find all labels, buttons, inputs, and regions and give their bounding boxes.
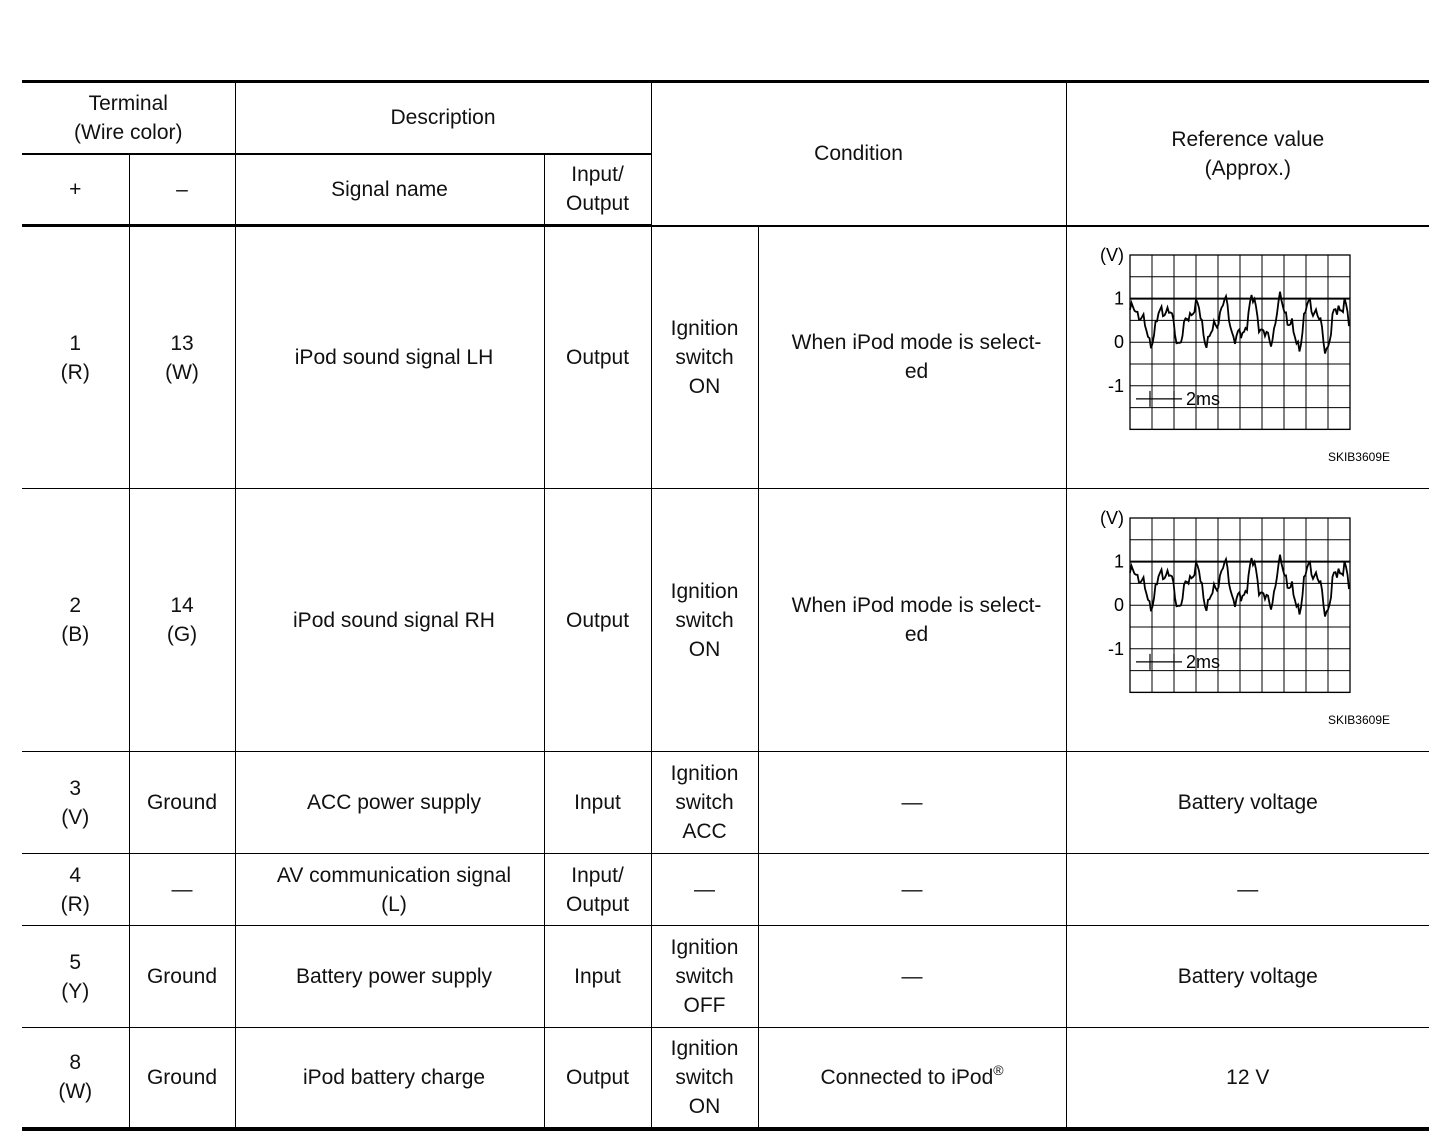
ignition-switch-cell-line: Ignition bbox=[670, 762, 739, 785]
input-output-cell bbox=[544, 489, 651, 752]
reference-value-text: Battery voltage bbox=[1177, 791, 1318, 814]
figure-code: SKIB3609E bbox=[1327, 450, 1390, 465]
minus-terminal-cell-line: (G) bbox=[166, 623, 198, 646]
input-output-cell-line: Output bbox=[565, 608, 630, 632]
description-header: Description bbox=[235, 82, 651, 154]
condition-cell-line: When iPod mode is select- bbox=[791, 594, 1042, 617]
plus-terminal-cell-line: (B) bbox=[61, 623, 90, 646]
signal-name-header: Signal name bbox=[235, 154, 544, 226]
terminal-header-line2: (Wire color) bbox=[74, 120, 183, 144]
minus-terminal-cell bbox=[129, 226, 235, 489]
input-output-cell-line: Output bbox=[565, 1065, 630, 1089]
plus-terminal-cell bbox=[22, 926, 129, 1028]
ignition-switch-cell-line: Ignition bbox=[670, 936, 739, 959]
table-row bbox=[22, 854, 1429, 926]
waveform-grid bbox=[1130, 518, 1350, 692]
input-output-cell-line: Output bbox=[565, 892, 630, 916]
reference-value-header bbox=[1066, 82, 1429, 226]
waveform-grid bbox=[1130, 255, 1350, 429]
table-row bbox=[22, 226, 1429, 489]
plus-terminal-cell bbox=[22, 489, 129, 752]
plus-terminal-cell bbox=[22, 854, 129, 926]
plus-terminal-cell-line: 2 bbox=[69, 594, 82, 617]
table-row bbox=[22, 489, 1429, 752]
time-scale-label: 2ms bbox=[1185, 389, 1220, 410]
signal-name-cell bbox=[235, 854, 544, 926]
condition-cell bbox=[758, 226, 1066, 489]
ignition-switch-cell bbox=[651, 1028, 758, 1129]
plus-terminal-cell-line: 4 bbox=[69, 863, 82, 887]
waveform-y-label: 0 bbox=[1113, 595, 1124, 616]
table-body bbox=[22, 226, 1429, 1129]
ignition-switch-cell-line: Ignition bbox=[670, 579, 739, 603]
registered-mark: ® bbox=[993, 1061, 1004, 1078]
ignition-switch-cell-line: ON bbox=[688, 374, 721, 398]
reference-value-cell bbox=[1066, 226, 1429, 489]
reference-value-text: 12 V bbox=[1226, 1065, 1270, 1089]
input-output-cell-line: Input bbox=[574, 965, 621, 988]
plus-terminal-header: + bbox=[22, 154, 129, 226]
signal-name-cell-line: AV communication signal bbox=[276, 863, 512, 887]
signal-name-cell bbox=[235, 752, 544, 854]
minus-terminal-cell-line: 13 bbox=[170, 331, 194, 355]
input-output-cell-line: Output bbox=[565, 346, 630, 369]
reference-value-cell bbox=[1066, 854, 1429, 926]
ignition-switch-cell bbox=[651, 752, 758, 854]
reference-value-text: — bbox=[1237, 878, 1259, 901]
signal-name-cell-line: (L) bbox=[381, 892, 407, 916]
ignition-switch-cell bbox=[651, 926, 758, 1028]
reference-value-cell bbox=[1066, 489, 1429, 752]
waveform-y-label: -1 bbox=[1107, 638, 1124, 659]
minus-terminal-cell-line: Ground bbox=[146, 791, 218, 814]
signal-name-cell-line: iPod battery charge bbox=[302, 1065, 486, 1089]
input-output-cell bbox=[544, 226, 651, 489]
waveform-container bbox=[1067, 247, 1430, 467]
reference-header-line2: (Approx.) bbox=[1204, 156, 1291, 180]
condition-cell-line: — bbox=[901, 791, 923, 814]
input-output-cell bbox=[544, 854, 651, 926]
reference-value-text: Battery voltage bbox=[1177, 965, 1318, 988]
time-scale-marker bbox=[1136, 391, 1182, 407]
ignition-switch-cell-line: ACC bbox=[682, 820, 727, 843]
signal-name-cell-line: Battery power supply bbox=[295, 965, 493, 988]
plus-terminal-cell-line: (V) bbox=[61, 805, 90, 829]
input-output-cell bbox=[544, 752, 651, 854]
terminal-header bbox=[22, 82, 235, 154]
ignition-switch-cell bbox=[651, 226, 758, 489]
ignition-switch-cell-line: switch bbox=[675, 791, 734, 814]
condition-header: Condition bbox=[651, 82, 1066, 226]
minus-terminal-cell-line: Ground bbox=[146, 965, 218, 988]
condition-cell bbox=[758, 489, 1066, 752]
ignition-switch-cell-line: Ignition bbox=[670, 1036, 739, 1060]
waveform-y-label: 1 bbox=[1113, 551, 1124, 572]
plus-terminal-cell bbox=[22, 752, 129, 854]
condition-cell-line: — bbox=[901, 878, 923, 901]
signal-name-cell-line: iPod sound signal LH bbox=[294, 346, 494, 369]
plus-terminal-cell bbox=[22, 226, 129, 489]
condition-cell bbox=[758, 854, 1066, 926]
signal-name-cell bbox=[235, 926, 544, 1028]
ignition-switch-cell-line: switch bbox=[675, 345, 734, 369]
condition-cell bbox=[758, 1028, 1066, 1129]
input-output-cell bbox=[544, 1028, 651, 1129]
ignition-switch-cell bbox=[651, 854, 758, 926]
ignition-switch-cell-line: switch bbox=[675, 1065, 734, 1089]
input-output-header bbox=[544, 154, 651, 226]
ignition-switch-cell-line: OFF bbox=[683, 994, 726, 1017]
waveform-graph bbox=[1098, 510, 1398, 730]
condition-cell-line: ed bbox=[904, 360, 929, 384]
minus-terminal-cell bbox=[129, 1028, 235, 1129]
table-row bbox=[22, 752, 1429, 854]
io-header-line1: Input/ bbox=[571, 163, 624, 187]
minus-terminal-cell bbox=[129, 489, 235, 752]
minus-terminal-cell-line: Ground bbox=[146, 1065, 218, 1089]
ignition-switch-cell-line: switch bbox=[675, 608, 734, 632]
ignition-switch-cell-line: switch bbox=[675, 965, 734, 988]
input-output-cell-line: Input/ bbox=[571, 863, 624, 887]
waveform-graph bbox=[1098, 247, 1398, 467]
reference-header-line1: Reference value bbox=[1171, 127, 1325, 151]
condition-cell-line: — bbox=[901, 965, 923, 988]
minus-terminal-header: – bbox=[129, 154, 235, 226]
plus-terminal-cell-line: (R) bbox=[60, 892, 90, 916]
condition-cell-line: ed bbox=[904, 623, 929, 646]
minus-terminal-cell bbox=[129, 854, 235, 926]
waveform-container bbox=[1067, 510, 1430, 730]
plus-terminal-cell-line: 8 bbox=[69, 1051, 82, 1075]
plus-terminal-cell-line: 3 bbox=[69, 776, 82, 800]
condition-cell-line: Connected to iPod bbox=[820, 1065, 994, 1089]
minus-terminal-cell bbox=[129, 752, 235, 854]
ignition-switch-cell-line: ON bbox=[688, 637, 721, 661]
signal-name-cell bbox=[235, 489, 544, 752]
table-row bbox=[22, 1028, 1429, 1129]
minus-terminal-cell bbox=[129, 926, 235, 1028]
waveform-unit-label: (V) bbox=[1099, 510, 1124, 528]
input-output-cell bbox=[544, 926, 651, 1028]
plus-terminal-cell-line: 5 bbox=[69, 950, 82, 974]
waveform-y-label: -1 bbox=[1107, 376, 1124, 397]
signal-name-cell bbox=[235, 226, 544, 489]
minus-terminal-cell-line: (W) bbox=[165, 360, 199, 384]
time-scale-marker bbox=[1136, 654, 1182, 670]
input-output-cell-line: Input bbox=[574, 791, 621, 814]
reference-value-cell bbox=[1066, 1028, 1429, 1129]
waveform-unit-label: (V) bbox=[1099, 247, 1124, 266]
ignition-switch-cell-line: — bbox=[694, 878, 716, 901]
ignition-switch-cell-line: Ignition bbox=[670, 316, 739, 340]
plus-terminal-cell-line: (Y) bbox=[61, 979, 90, 1003]
waveform-y-label: 0 bbox=[1113, 332, 1124, 353]
time-scale-label: 2ms bbox=[1185, 651, 1220, 672]
terminal-header-line1: Terminal bbox=[88, 91, 168, 115]
signal-name-cell-line: ACC power supply bbox=[307, 791, 481, 814]
terminal-spec-table bbox=[22, 80, 1429, 1131]
ignition-switch-cell-line: ON bbox=[688, 1094, 721, 1118]
condition-cell bbox=[758, 926, 1066, 1028]
reference-value-cell bbox=[1066, 926, 1429, 1028]
table-row bbox=[22, 926, 1429, 1028]
plus-terminal-cell-line: (R) bbox=[60, 360, 90, 384]
plus-terminal-cell bbox=[22, 1028, 129, 1129]
minus-terminal-cell-line: 14 bbox=[170, 594, 194, 617]
signal-name-cell-line: iPod sound signal RH bbox=[293, 608, 495, 632]
minus-terminal-cell-line: — bbox=[171, 878, 193, 901]
reference-value-cell bbox=[1066, 752, 1429, 854]
ignition-switch-cell bbox=[651, 489, 758, 752]
condition-cell bbox=[758, 752, 1066, 854]
figure-code: SKIB3609E bbox=[1327, 713, 1390, 727]
condition-cell-line: When iPod mode is select- bbox=[791, 331, 1042, 355]
plus-terminal-cell-line: (W) bbox=[58, 1080, 93, 1104]
waveform-y-label: 1 bbox=[1113, 288, 1124, 309]
plus-terminal-cell-line: 1 bbox=[69, 331, 82, 355]
signal-name-cell bbox=[235, 1028, 544, 1129]
io-header-line2: Output bbox=[565, 192, 630, 216]
